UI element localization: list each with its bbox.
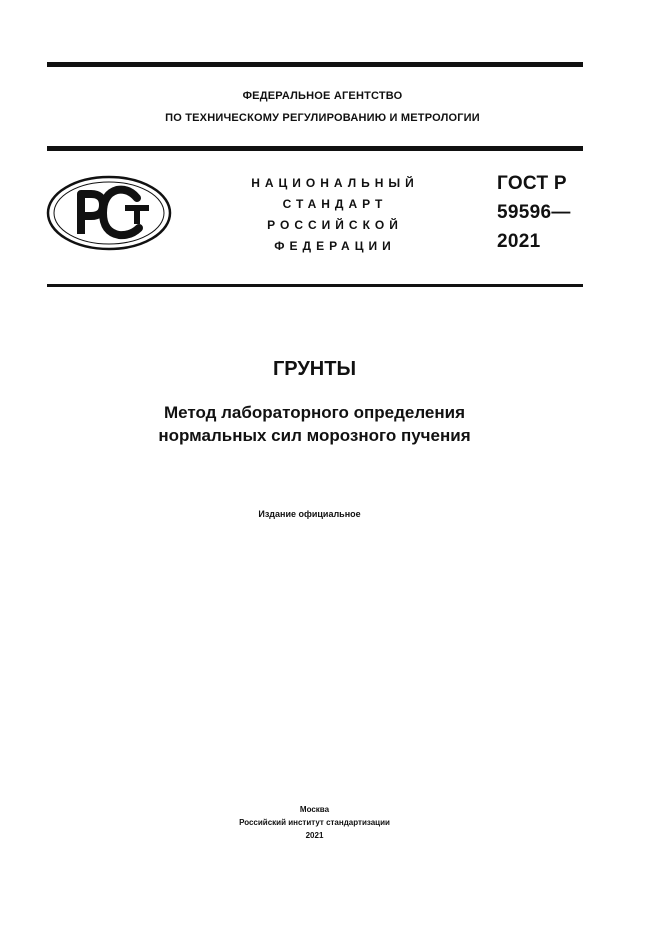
- imprint-city: Москва: [299, 805, 330, 814]
- header-rule: [47, 146, 583, 151]
- imprint-year: 2021: [305, 831, 324, 840]
- agency-name-line1: ФЕДЕРАЛЬНОЕ АГЕНТСТВО: [242, 90, 403, 102]
- top-rule: [47, 62, 583, 67]
- designation-line1: ГОСТ Р: [497, 173, 567, 194]
- subtitle-line1: Метод лабораторного определения: [163, 403, 466, 422]
- edition-note: Издание официальное: [258, 509, 361, 519]
- gost-r-logo-icon: [45, 174, 173, 252]
- document-title: ГРУНТЫ: [272, 358, 357, 380]
- designation-line3: 2021: [497, 231, 541, 252]
- standard-type-line4: ФЕДЕРАЦИИ: [274, 239, 396, 253]
- designation-line2: 59596—: [497, 202, 571, 223]
- designation-rule: [47, 284, 583, 287]
- subtitle-line2: нормальных сил морозного пучения: [158, 426, 471, 445]
- agency-name-line2: ПО ТЕХНИЧЕСКОМУ РЕГУЛИРОВАНИЮ И МЕТРОЛОГИИ: [165, 112, 480, 124]
- standard-type-block: [226, 173, 444, 257]
- standard-designation: [497, 169, 571, 256]
- standard-type-line2: СТАНДАРТ: [282, 197, 388, 211]
- document-subtitle: [0, 401, 645, 447]
- imprint-publisher: Российский институт стандартизации: [239, 818, 390, 827]
- standard-type-line1: НАЦИОНАЛЬНЫЙ: [251, 176, 419, 190]
- standard-type-line3: РОССИЙСКОЙ: [267, 218, 403, 232]
- imprint-block: [0, 803, 645, 842]
